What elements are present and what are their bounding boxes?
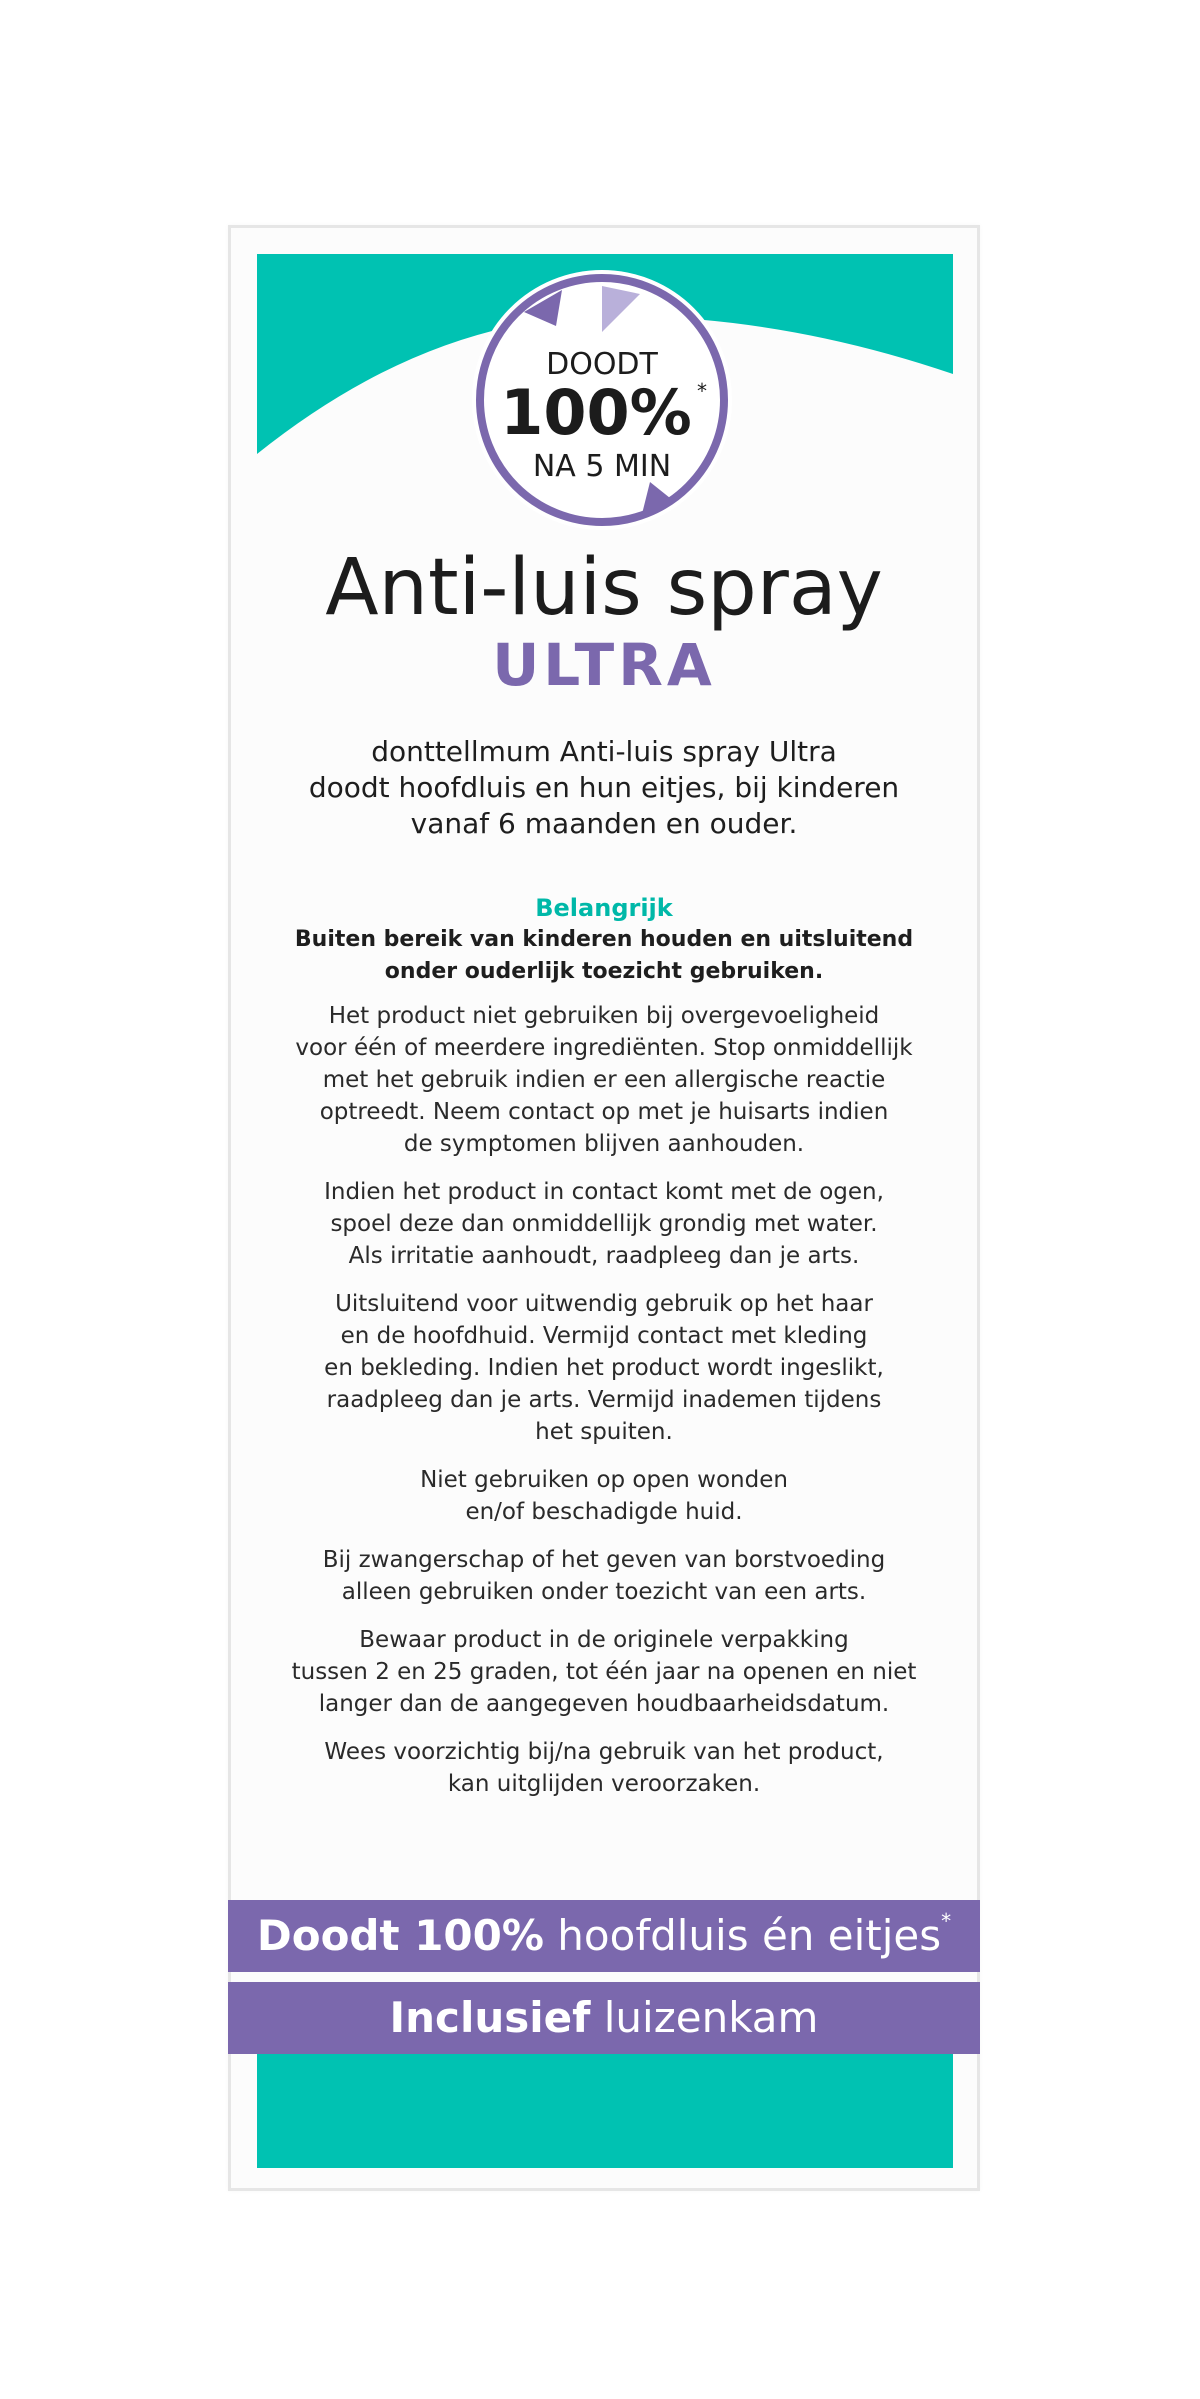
comb-banner [228, 1982, 980, 2054]
instruction-paragraph: Indien het product in contact komt met de ogen, spoel deze dan onmiddellijk grondig met water. Als irritatie aanhoudt, raadpleeg dan je arts. [324, 1179, 884, 1269]
comb-bold: Inclusief [389, 1993, 591, 2042]
intro-text: donttellmum Anti-luis spray Ultra doodt hoofdluis en hun eitjes, bij kinderen vanaf 6 maanden en ouder. [308, 735, 900, 840]
claim-asterisk: * [941, 1909, 952, 1933]
product-subtitle: ULTRA [492, 631, 716, 699]
instruction-paragraph: Het product niet gebruiken bij overgevoeligheid voor één of meerdere ingrediënten. Stop onmiddellijk met het gebruik indien er een allergische reactie optreedt. Neem contact op met je huisarts indien de symptomen blijven aanhouden. [295, 1003, 913, 1157]
badge-asterisk: * [697, 379, 707, 403]
instruction-paragraph: Uitsluitend voor uitwendig gebruik op het haar en de hoofdhuid. Vermijd contact met kleding en bekleding. Indien het product wordt ingeslikt, raadpleeg dan je arts. Vermijd inademen tijdens het spuiten. [324, 1291, 884, 1445]
instruction-paragraph: Bij zwangerschap of het geven van borstvoeding alleen gebruiken onder toezicht van een arts. [322, 1547, 886, 1605]
comb-rest: luizenkam [590, 1993, 819, 2042]
badge-line1: DOODT [546, 347, 658, 382]
badge-line2: 100% [500, 376, 692, 449]
badge-line3: NA 5 MIN [532, 449, 672, 484]
important-heading: Belangrijk [535, 894, 673, 922]
kill-badge [464, 262, 740, 538]
claim-rest: hoofdluis én eitjes [543, 1911, 942, 1960]
important-warning: Buiten bereik van kinderen houden en uitsluitend onder ouderlijk toezicht gebruiken. [294, 927, 914, 984]
product-title: Anti-luis spray [325, 543, 883, 633]
instruction-paragraph: Niet gebruiken op open wonden en/of beschadigde huid. [420, 1467, 788, 1525]
teal-footer-band [257, 2052, 953, 2168]
instruction-paragraph: Wees voorzichtig bij/na gebruik van het product, kan uitglijden veroorzaken. [324, 1739, 884, 1797]
claim-bold: Doodt 100% [256, 1911, 544, 1960]
instruction-paragraph: Bewaar product in de originele verpakking tussen 2 en 25 graden, tot één jaar na openen en niet langer dan de aangegeven houdbaarheidsdatum. [291, 1627, 917, 1717]
claim-banner [228, 1900, 980, 1972]
instructions [258, 1000, 950, 1816]
